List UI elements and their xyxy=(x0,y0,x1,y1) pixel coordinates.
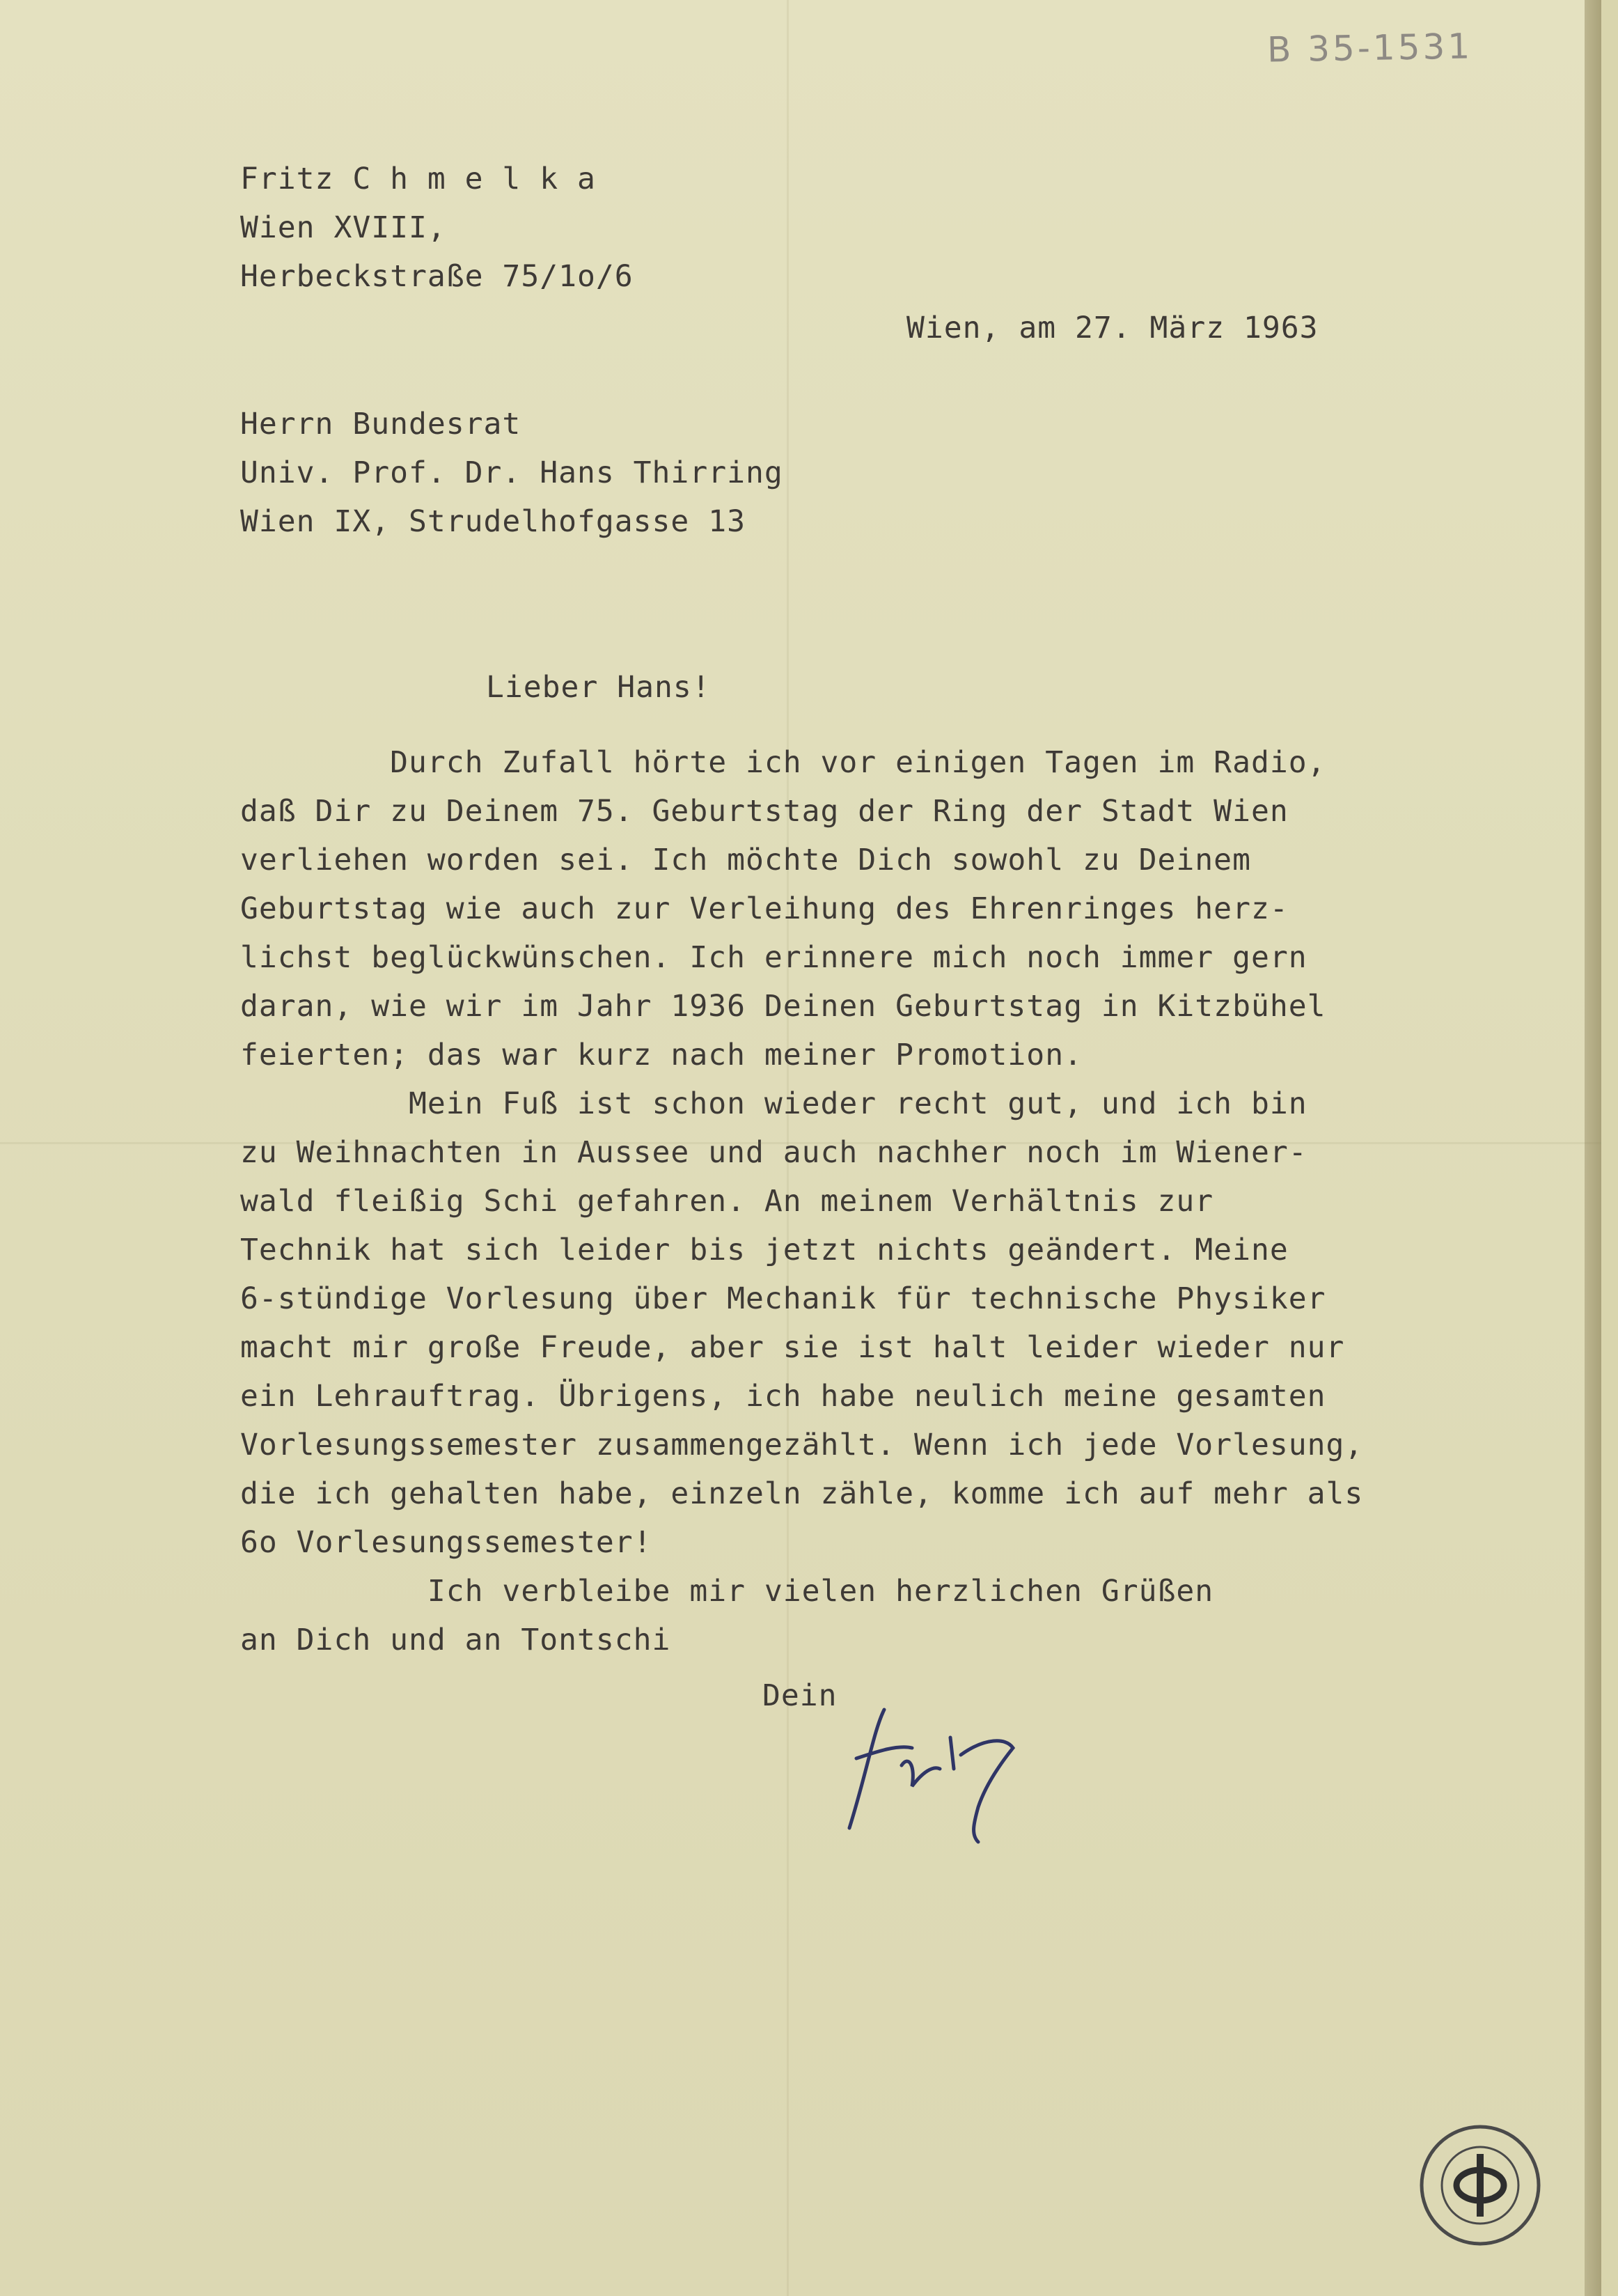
paper-edge xyxy=(1585,0,1601,2296)
body-line: macht mir große Freude, aber sie ist halt leider wieder nur xyxy=(240,1330,1345,1365)
body-line: ein Lehrauftrag. Übrigens, ich habe neulich meine gesamten xyxy=(240,1379,1326,1414)
archive-number: B 35-1531 xyxy=(1266,26,1473,70)
signature xyxy=(835,1689,1044,1849)
body-line: Vorlesungssemester zusammengezählt. Wenn ich jede Vorlesung, xyxy=(240,1428,1364,1462)
body-line: daß Dir zu Deinem 75. Geburtstag der Ring der Stadt Wien xyxy=(240,794,1289,829)
recipient-line-3: Wien IX, Strudelhofgasse 13 xyxy=(240,504,746,539)
body-line: Ich verbleibe mir vielen herzlichen Grüßen xyxy=(240,1574,1214,1609)
salutation: Lieber Hans! xyxy=(486,670,711,705)
library-seal xyxy=(1417,2123,1543,2248)
letter-date: Wien, am 27. März 1963 xyxy=(906,311,1319,345)
body-line: 6o Vorlesungssemester! xyxy=(240,1525,652,1560)
body-line: wald fleißig Schi gefahren. An meinem Verhältnis zur xyxy=(240,1184,1214,1219)
body-line: daran, wie wir im Jahr 1936 Deinen Geburtstag in Kitzbühel xyxy=(240,989,1326,1024)
closing: Dein xyxy=(762,1678,838,1713)
body-line: 6-stündige Vorlesung über Mechanik für technische Physiker xyxy=(240,1281,1326,1316)
body-line: Technik hat sich leider bis jetzt nichts geändert. Meine xyxy=(240,1233,1289,1267)
body-line: Durch Zufall hörte ich vor einigen Tagen im Radio, xyxy=(240,745,1326,780)
body-line: an Dich und an Tontschi xyxy=(240,1623,671,1657)
recipient-line-1: Herrn Bundesrat xyxy=(240,407,521,442)
body-line: lichst beglückwünschen. Ich erinnere mich noch immer gern xyxy=(240,940,1307,975)
sender-city: Wien XVIII, xyxy=(240,210,446,245)
body-line: zu Weihnachten in Aussee und auch nachher noch im Wiener- xyxy=(240,1135,1307,1170)
body-line: Mein Fuß ist schon wieder recht gut, und ich bin xyxy=(240,1086,1307,1121)
body-line: Geburtstag wie auch zur Verleihung des Ehrenringes herz- xyxy=(240,891,1289,926)
body-line: die ich gehalten habe, einzeln zähle, komme ich auf mehr als xyxy=(240,1476,1364,1511)
sender-name: Fritz C h m e l k a xyxy=(240,162,596,196)
body-line: feierten; das war kurz nach meiner Promotion. xyxy=(240,1038,1083,1072)
sender-street: Herbeckstraße 75/1o/6 xyxy=(240,259,634,294)
body-line: verliehen worden sei. Ich möchte Dich sowohl zu Deinem xyxy=(240,843,1251,877)
recipient-line-2: Univ. Prof. Dr. Hans Thirring xyxy=(240,455,783,490)
